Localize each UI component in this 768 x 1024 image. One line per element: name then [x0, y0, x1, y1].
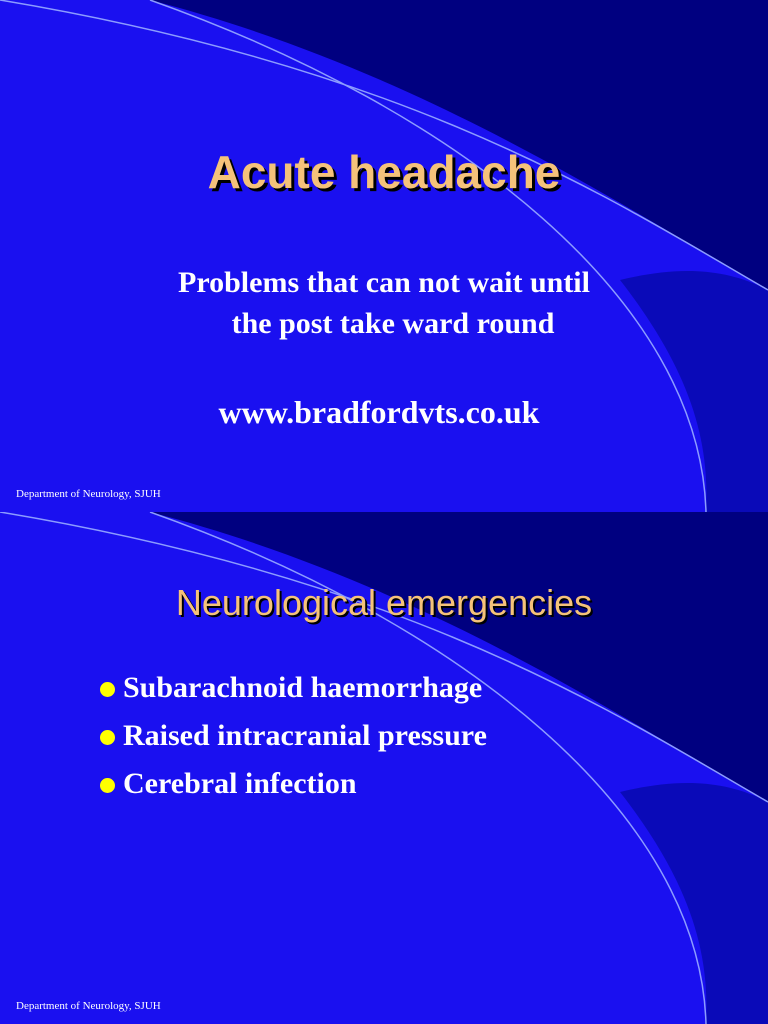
website-url: www.bradfordvts.co.uk [218, 394, 540, 430]
slide-title: Acute headache [207, 146, 561, 198]
subtitle-line: the post take ward round [231, 307, 555, 340]
slide-title: Neurological emergencies [175, 582, 593, 623]
slide-footer: Department of Neurology, SJUH [16, 1000, 161, 1012]
list-item [100, 760, 487, 808]
bullet-text: Subarachnoid haemorrhage [123, 671, 483, 704]
bullet-icon [100, 730, 115, 745]
slide-2 [0, 512, 768, 1024]
bullet-text: Cerebral infection [123, 767, 357, 800]
list-item [100, 664, 487, 712]
subtitle-line: Problems that can not wait until [178, 266, 590, 299]
bullet-list [100, 664, 487, 808]
bullet-icon [100, 778, 115, 793]
bullet-icon [100, 682, 115, 697]
bullet-text: Raised intracranial pressure [123, 719, 487, 752]
list-item [100, 712, 487, 760]
slide-subtitle [0, 262, 768, 344]
slide-footer: Department of Neurology, SJUH [16, 488, 161, 500]
